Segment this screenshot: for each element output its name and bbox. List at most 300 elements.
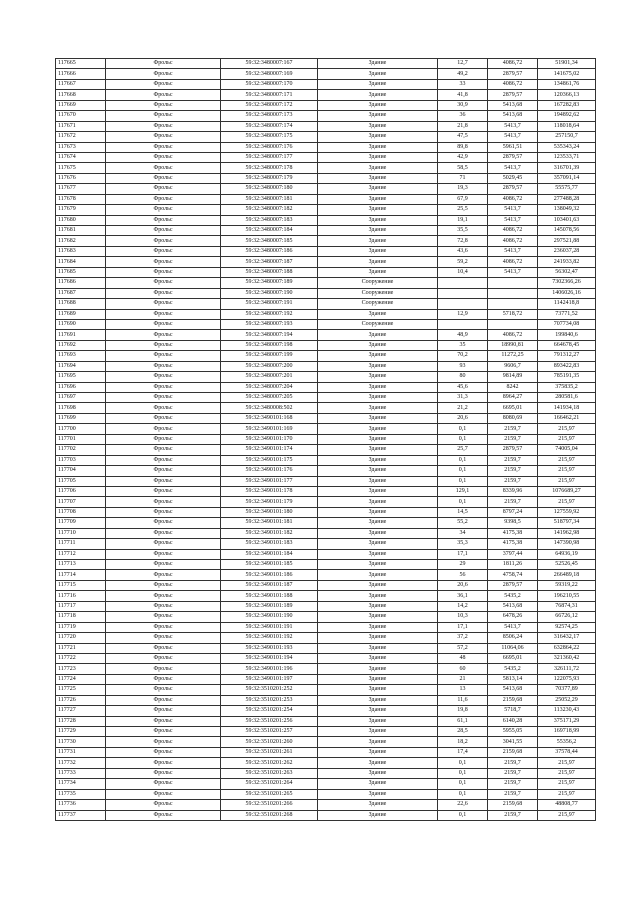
- table-row: [56, 424, 596, 434]
- area-cell: 60: [438, 664, 488, 674]
- table-row: [56, 685, 596, 695]
- object-type-cell: Здание: [318, 132, 438, 142]
- area-cell: 37,2: [438, 633, 488, 643]
- cadastral-value-cell: 215,97: [538, 434, 596, 444]
- cadastral-value-cell: 64936,19: [538, 549, 596, 559]
- cadastral-number-cell: 59:32:3490101:184: [221, 549, 318, 559]
- cadastral-number-cell: 59:32:3510201:260: [221, 737, 318, 747]
- locality-cell: Фрольс: [106, 79, 221, 89]
- area-cell: 28,5: [438, 727, 488, 737]
- cadastral-value-cell: 257150,7: [538, 132, 596, 142]
- unit-value-cell: 2159,7: [488, 424, 538, 434]
- cadastral-value-cell: 1076689,27: [538, 486, 596, 496]
- record-number-cell: 117703: [56, 455, 106, 465]
- cadastral-value-cell: 141962,98: [538, 528, 596, 538]
- record-number-cell: 117702: [56, 445, 106, 455]
- locality-cell: Фрольс: [106, 455, 221, 465]
- area-cell: 35,3: [438, 539, 488, 549]
- object-type-cell: Здание: [318, 100, 438, 110]
- object-type-cell: Здание: [318, 393, 438, 403]
- cadastral-number-cell: 59:32:3480007:204: [221, 382, 318, 392]
- table-row: [56, 549, 596, 559]
- record-number-cell: 117673: [56, 142, 106, 152]
- record-number-cell: 117669: [56, 100, 106, 110]
- table-row: [56, 779, 596, 789]
- cadastral-value-cell: 194892,62: [538, 111, 596, 121]
- unit-value-cell: 8080,69: [488, 413, 538, 423]
- area-cell: 59,2: [438, 257, 488, 267]
- table-row: [56, 445, 596, 455]
- area-cell: 31,3: [438, 393, 488, 403]
- unit-value-cell: 4175,38: [488, 528, 538, 538]
- object-type-cell: Здание: [318, 173, 438, 183]
- locality-cell: Фрольс: [106, 560, 221, 570]
- unit-value-cell: 2879,57: [488, 90, 538, 100]
- table-row: [56, 184, 596, 194]
- unit-value-cell: 4758,74: [488, 570, 538, 580]
- locality-cell: Фрольс: [106, 779, 221, 789]
- object-type-cell: Здание: [318, 455, 438, 465]
- record-number-cell: 117674: [56, 152, 106, 162]
- locality-cell: Фрольс: [106, 434, 221, 444]
- table-row: [56, 695, 596, 705]
- record-number-cell: 117734: [56, 779, 106, 789]
- area-cell: 41,8: [438, 90, 488, 100]
- object-type-cell: Здание: [318, 257, 438, 267]
- cadastral-number-cell: 59:32:3480007:192: [221, 309, 318, 319]
- cadastral-number-cell: 59:32:3480007:185: [221, 236, 318, 246]
- cadastral-number-cell: 59:32:3480007:193: [221, 319, 318, 329]
- area-cell: 17,1: [438, 622, 488, 632]
- cadastral-value-cell: 215,97: [538, 789, 596, 799]
- cadastral-value-cell: 145078,56: [538, 226, 596, 236]
- cadastral-number-cell: 59:32:3480007:182: [221, 205, 318, 215]
- object-type-cell: Здание: [318, 560, 438, 570]
- object-type-cell: Здание: [318, 69, 438, 79]
- cadastral-value-cell: 215,97: [538, 779, 596, 789]
- locality-cell: Фрольс: [106, 351, 221, 361]
- area-cell: 17,1: [438, 549, 488, 559]
- record-number-cell: 117733: [56, 768, 106, 778]
- object-type-cell: Сооружение: [318, 278, 438, 288]
- object-type-cell: Здание: [318, 706, 438, 716]
- cadastral-number-cell: 59:32:3480007:179: [221, 173, 318, 183]
- cadastral-number-cell: 59:32:3480007:205: [221, 393, 318, 403]
- locality-cell: Фрольс: [106, 633, 221, 643]
- unit-value-cell: 6140,28: [488, 716, 538, 726]
- locality-cell: Фрольс: [106, 163, 221, 173]
- cadastral-value-cell: 215,97: [538, 768, 596, 778]
- cadastral-value-cell: 103401,63: [538, 215, 596, 225]
- area-cell: 10,4: [438, 267, 488, 277]
- area-cell: 0,1: [438, 810, 488, 820]
- table-body: [56, 59, 596, 821]
- area-cell: 67,9: [438, 194, 488, 204]
- cadastral-number-cell: 59:32:3490101:194: [221, 653, 318, 663]
- locality-cell: Фрольс: [106, 685, 221, 695]
- unit-value-cell: 2159,7: [488, 476, 538, 486]
- record-number-cell: 117714: [56, 570, 106, 580]
- table-row: [56, 351, 596, 361]
- locality-cell: Фрольс: [106, 539, 221, 549]
- cadastral-value-cell: 199840,6: [538, 330, 596, 340]
- cadastral-value-cell: 113230,43: [538, 706, 596, 716]
- record-number-cell: 117696: [56, 382, 106, 392]
- locality-cell: Фрольс: [106, 393, 221, 403]
- record-number-cell: 117735: [56, 789, 106, 799]
- unit-value-cell: 4086,72: [488, 194, 538, 204]
- locality-cell: Фрольс: [106, 340, 221, 350]
- unit-value-cell: 2159,68: [488, 800, 538, 810]
- unit-value-cell: 9398,5: [488, 518, 538, 528]
- cadastral-value-cell: 215,97: [538, 476, 596, 486]
- record-number-cell: 117732: [56, 758, 106, 768]
- area-cell: 14,5: [438, 507, 488, 517]
- cadastral-number-cell: 59:32:3490101:175: [221, 455, 318, 465]
- cadastral-number-cell: 59:32:3490101:189: [221, 601, 318, 611]
- object-type-cell: Здание: [318, 580, 438, 590]
- record-number-cell: 117711: [56, 539, 106, 549]
- record-number-cell: 117719: [56, 622, 106, 632]
- object-type-cell: Здание: [318, 424, 438, 434]
- record-number-cell: 117677: [56, 184, 106, 194]
- object-type-cell: Здание: [318, 549, 438, 559]
- locality-cell: Фрольс: [106, 789, 221, 799]
- record-number-cell: 117708: [56, 507, 106, 517]
- cadastral-value-cell: 169718,99: [538, 727, 596, 737]
- locality-cell: Фрольс: [106, 142, 221, 152]
- cadastral-number-cell: 59:32:3510201:262: [221, 758, 318, 768]
- record-number-cell: 117691: [56, 330, 106, 340]
- object-type-cell: Здание: [318, 226, 438, 236]
- locality-cell: Фрольс: [106, 674, 221, 684]
- locality-cell: Фрольс: [106, 445, 221, 455]
- area-cell: 0,1: [438, 768, 488, 778]
- unit-value-cell: 3797,44: [488, 549, 538, 559]
- unit-value-cell: 5413,7: [488, 246, 538, 256]
- unit-value-cell: 2159,7: [488, 810, 538, 820]
- cadastral-number-cell: 59:32:3490101:193: [221, 643, 318, 653]
- cadastral-value-cell: 56302,47: [538, 267, 596, 277]
- cadastral-value-cell: 167282,83: [538, 100, 596, 110]
- table-row: [56, 142, 596, 152]
- table-row: [56, 382, 596, 392]
- area-cell: 19,8: [438, 706, 488, 716]
- cadastral-number-cell: 59:32:3510201:253: [221, 695, 318, 705]
- object-type-cell: Здание: [318, 727, 438, 737]
- record-number-cell: 117709: [56, 518, 106, 528]
- locality-cell: Фрольс: [106, 132, 221, 142]
- unit-value-cell: 2159,7: [488, 768, 538, 778]
- unit-value-cell: 2879,57: [488, 184, 538, 194]
- area-cell: 71: [438, 173, 488, 183]
- cadastral-value-cell: 141675,02: [538, 69, 596, 79]
- cadastral-number-cell: 59:32:3480007:178: [221, 163, 318, 173]
- object-type-cell: Здание: [318, 79, 438, 89]
- object-type-cell: Здание: [318, 111, 438, 121]
- area-cell: 11,6: [438, 695, 488, 705]
- unit-value-cell: 2879,57: [488, 445, 538, 455]
- record-number-cell: 117727: [56, 706, 106, 716]
- unit-value-cell: 4086,72: [488, 330, 538, 340]
- locality-cell: Фрольс: [106, 518, 221, 528]
- table-row: [56, 69, 596, 79]
- locality-cell: Фрольс: [106, 403, 221, 413]
- locality-cell: Фрольс: [106, 476, 221, 486]
- cadastral-number-cell: 59:32:3510201:268: [221, 810, 318, 820]
- record-number-cell: 117705: [56, 476, 106, 486]
- object-type-cell: Здание: [318, 372, 438, 382]
- unit-value-cell: 2159,7: [488, 758, 538, 768]
- area-cell: 21,8: [438, 121, 488, 131]
- object-type-cell: Здание: [318, 518, 438, 528]
- area-cell: 57,2: [438, 643, 488, 653]
- object-type-cell: Здание: [318, 142, 438, 152]
- locality-cell: Фрольс: [106, 664, 221, 674]
- cadastral-value-cell: 375171,29: [538, 716, 596, 726]
- record-number-cell: 117688: [56, 299, 106, 309]
- table-row: [56, 716, 596, 726]
- table-row: [56, 319, 596, 329]
- locality-cell: Фрольс: [106, 727, 221, 737]
- cadastral-value-cell: 118018,64: [538, 121, 596, 131]
- cadastral-value-cell: 375835,2: [538, 382, 596, 392]
- cadastral-value-cell: 893422,83: [538, 361, 596, 371]
- area-cell: 0,1: [438, 497, 488, 507]
- cadastral-number-cell: 59:32:3510201:261: [221, 747, 318, 757]
- object-type-cell: Здание: [318, 539, 438, 549]
- locality-cell: Фрольс: [106, 591, 221, 601]
- object-type-cell: Здание: [318, 612, 438, 622]
- locality-cell: Фрольс: [106, 695, 221, 705]
- table-row: [56, 413, 596, 423]
- object-type-cell: Здание: [318, 497, 438, 507]
- object-type-cell: Здание: [318, 59, 438, 69]
- cadastral-number-cell: 59:32:3490101:169: [221, 424, 318, 434]
- unit-value-cell: 9606,7: [488, 361, 538, 371]
- unit-value-cell: 8506,24: [488, 633, 538, 643]
- cadastral-value-cell: 357091,14: [538, 173, 596, 183]
- cadastral-number-cell: 59:32:3480007:172: [221, 100, 318, 110]
- record-number-cell: 117721: [56, 643, 106, 653]
- unit-value-cell: 6478,26: [488, 612, 538, 622]
- record-number-cell: 117693: [56, 351, 106, 361]
- record-number-cell: 117679: [56, 205, 106, 215]
- table-row: [56, 236, 596, 246]
- unit-value-cell: 9814,89: [488, 372, 538, 382]
- unit-value-cell: 5955,05: [488, 727, 538, 737]
- cadastral-number-cell: 59:32:3480007:180: [221, 184, 318, 194]
- unit-value-cell: 5029,45: [488, 173, 538, 183]
- object-type-cell: Здание: [318, 664, 438, 674]
- cadastral-value-cell: 277488,28: [538, 194, 596, 204]
- unit-value-cell: 5413,7: [488, 205, 538, 215]
- cadastral-number-cell: 59:32:3490101:168: [221, 413, 318, 423]
- area-cell: 19,1: [438, 215, 488, 225]
- area-cell: 48,9: [438, 330, 488, 340]
- unit-value-cell: 6695,01: [488, 653, 538, 663]
- cadastral-number-cell: 59:32:3490101:178: [221, 486, 318, 496]
- cadastral-number-cell: 59:32:3480007:176: [221, 142, 318, 152]
- table-row: [56, 528, 596, 538]
- cadastral-number-cell: 59:32:3490101:181: [221, 518, 318, 528]
- object-type-cell: Здание: [318, 382, 438, 392]
- record-number-cell: 117722: [56, 653, 106, 663]
- locality-cell: Фрольс: [106, 716, 221, 726]
- locality-cell: Фрольс: [106, 152, 221, 162]
- cadastral-value-cell: 297521,88: [538, 236, 596, 246]
- cadastral-number-cell: 59:32:3480007:184: [221, 226, 318, 236]
- table-row: [56, 361, 596, 371]
- record-number-cell: 117715: [56, 580, 106, 590]
- object-type-cell: Здание: [318, 695, 438, 705]
- table-row: [56, 111, 596, 121]
- unit-value-cell: 4086,72: [488, 236, 538, 246]
- record-number-cell: 117698: [56, 403, 106, 413]
- cadastral-number-cell: 59:32:3490101:185: [221, 560, 318, 570]
- table-row: [56, 132, 596, 142]
- unit-value-cell: 4086,72: [488, 79, 538, 89]
- cadastral-number-cell: 59:32:3490101:188: [221, 591, 318, 601]
- area-cell: 49,2: [438, 69, 488, 79]
- area-cell: 35: [438, 340, 488, 350]
- cadastral-value-cell: 51901,34: [538, 59, 596, 69]
- cadastral-number-cell: 59:32:3490101:183: [221, 539, 318, 549]
- cadastral-number-cell: 59:32:3480007:177: [221, 152, 318, 162]
- object-type-cell: Здание: [318, 674, 438, 684]
- object-type-cell: Сооружение: [318, 319, 438, 329]
- cadastral-value-cell: 123533,71: [538, 152, 596, 162]
- table-row: [56, 79, 596, 89]
- record-number-cell: 117690: [56, 319, 106, 329]
- record-number-cell: 117665: [56, 59, 106, 69]
- cadastral-value-cell: 664678,45: [538, 340, 596, 350]
- locality-cell: Фрольс: [106, 570, 221, 580]
- cadastral-value-cell: 791312,27: [538, 351, 596, 361]
- cadastral-value-cell: 215,97: [538, 497, 596, 507]
- record-number-cell: 117683: [56, 246, 106, 256]
- area-cell: 21: [438, 674, 488, 684]
- unit-value-cell: 5718,7: [488, 706, 538, 716]
- record-number-cell: 117699: [56, 413, 106, 423]
- area-cell: 21,2: [438, 403, 488, 413]
- record-number-cell: 117701: [56, 434, 106, 444]
- area-cell: 19,3: [438, 184, 488, 194]
- cadastral-number-cell: 59:32:3480007:191: [221, 299, 318, 309]
- table-row: [56, 622, 596, 632]
- unit-value-cell: 18990,81: [488, 340, 538, 350]
- record-number-cell: 117687: [56, 288, 106, 298]
- cadastral-number-cell: 59:32:3480007:188: [221, 267, 318, 277]
- locality-cell: Фрольс: [106, 497, 221, 507]
- table-row: [56, 507, 596, 517]
- object-type-cell: Сооружение: [318, 299, 438, 309]
- object-type-cell: Здание: [318, 184, 438, 194]
- area-cell: 42,9: [438, 152, 488, 162]
- object-type-cell: Здание: [318, 747, 438, 757]
- table-row: [56, 121, 596, 131]
- locality-cell: Фрольс: [106, 309, 221, 319]
- table-row: [56, 393, 596, 403]
- record-number-cell: 117731: [56, 747, 106, 757]
- area-cell: 0,1: [438, 779, 488, 789]
- object-type-cell: Здание: [318, 361, 438, 371]
- locality-cell: Фрольс: [106, 361, 221, 371]
- locality-cell: Фрольс: [106, 226, 221, 236]
- area-cell: 20,6: [438, 413, 488, 423]
- area-cell: 89,8: [438, 142, 488, 152]
- record-number-cell: 117718: [56, 612, 106, 622]
- table-row: [56, 601, 596, 611]
- table-row: [56, 570, 596, 580]
- record-number-cell: 117717: [56, 601, 106, 611]
- record-number-cell: 117678: [56, 194, 106, 204]
- table-row: [56, 612, 596, 622]
- locality-cell: Фрольс: [106, 424, 221, 434]
- unit-value-cell: 5413,7: [488, 121, 538, 131]
- cadastral-value-cell: 196210,55: [538, 591, 596, 601]
- locality-cell: Фрольс: [106, 299, 221, 309]
- table-row: [56, 299, 596, 309]
- cadastral-number-cell: 59:32:3490101:191: [221, 622, 318, 632]
- unit-value-cell: 5413,68: [488, 100, 538, 110]
- cadastral-value-cell: 321360,42: [538, 653, 596, 663]
- object-type-cell: Здание: [318, 351, 438, 361]
- cadastral-value-cell: 535343,24: [538, 142, 596, 152]
- area-cell: 45,6: [438, 382, 488, 392]
- locality-cell: Фрольс: [106, 246, 221, 256]
- cadastral-number-cell: 59:32:3490101:182: [221, 528, 318, 538]
- area-cell: 55,2: [438, 518, 488, 528]
- cadastral-number-cell: 59:32:3510201:252: [221, 685, 318, 695]
- area-cell: [438, 319, 488, 329]
- locality-cell: Фрольс: [106, 612, 221, 622]
- cadastral-value-cell: 7302366,26: [538, 278, 596, 288]
- locality-cell: Фрольс: [106, 737, 221, 747]
- record-number-cell: 117667: [56, 79, 106, 89]
- cadastral-number-cell: 59:32:3510201:254: [221, 706, 318, 716]
- record-number-cell: 117726: [56, 695, 106, 705]
- locality-cell: Фрольс: [106, 768, 221, 778]
- area-cell: 30,9: [438, 100, 488, 110]
- cadastral-number-cell: 59:32:3510201:264: [221, 779, 318, 789]
- record-number-cell: 117729: [56, 727, 106, 737]
- unit-value-cell: 8242: [488, 382, 538, 392]
- object-type-cell: Здание: [318, 403, 438, 413]
- unit-value-cell: 2159,7: [488, 789, 538, 799]
- locality-cell: Фрольс: [106, 747, 221, 757]
- record-number-cell: 117686: [56, 278, 106, 288]
- cadastral-value-cell: 66726,12: [538, 612, 596, 622]
- table-row: [56, 560, 596, 570]
- object-type-cell: Здание: [318, 800, 438, 810]
- cadastral-value-cell: 518797,34: [538, 518, 596, 528]
- cadastral-number-cell: 59:32:3490101:197: [221, 674, 318, 684]
- cadastral-value-cell: 632864,22: [538, 643, 596, 653]
- object-type-cell: Здание: [318, 758, 438, 768]
- unit-value-cell: 2159,68: [488, 747, 538, 757]
- table-row: [56, 215, 596, 225]
- area-cell: 17,4: [438, 747, 488, 757]
- cadastral-number-cell: 59:32:3480007:183: [221, 215, 318, 225]
- locality-cell: Фрольс: [106, 622, 221, 632]
- cadastral-number-cell: 59:32:3480007:167: [221, 59, 318, 69]
- object-type-cell: Здание: [318, 591, 438, 601]
- area-cell: 80: [438, 372, 488, 382]
- area-cell: 0,1: [438, 789, 488, 799]
- object-type-cell: Здание: [318, 528, 438, 538]
- area-cell: 56: [438, 570, 488, 580]
